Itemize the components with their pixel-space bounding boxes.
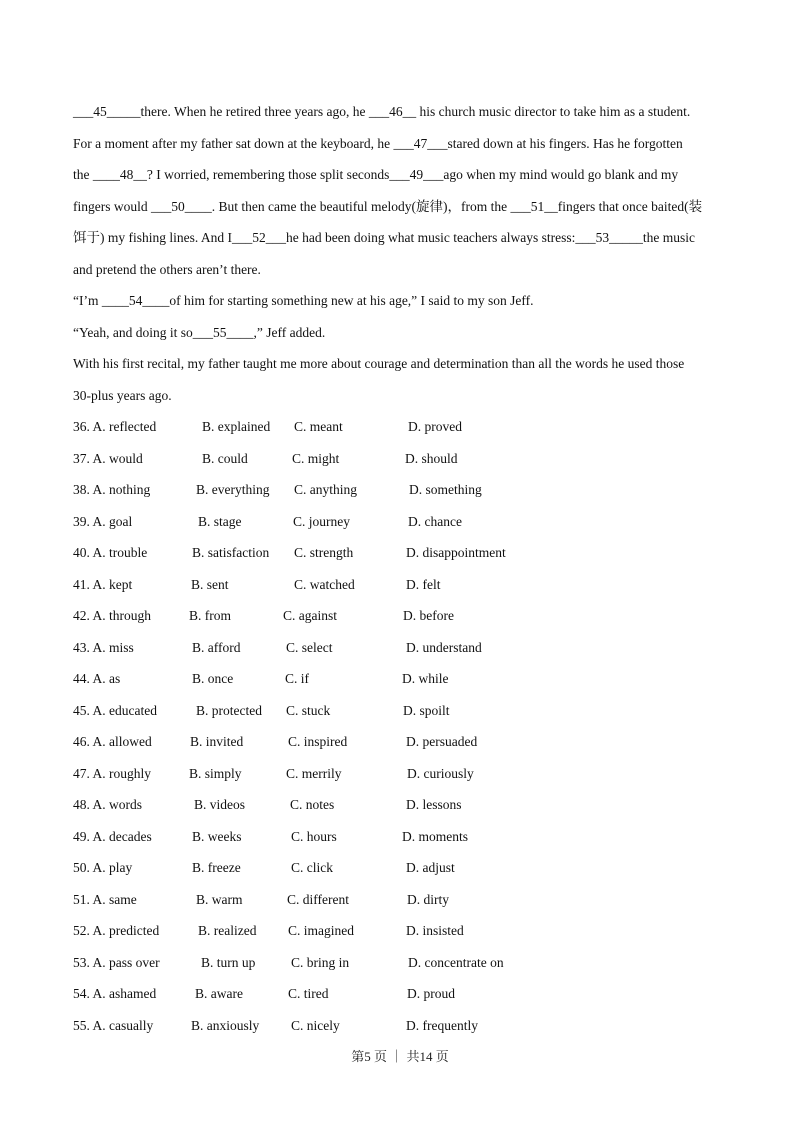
option-d: D. concentrate on (408, 954, 504, 970)
option-d: D. curiously (407, 765, 474, 781)
question-row (73, 852, 733, 884)
option-a: 42. A. through (73, 608, 152, 623)
option-c: C. bring in (291, 954, 350, 970)
option-b: B. once (192, 671, 234, 686)
option-c: C. hours (291, 828, 337, 844)
passage-line: the ____48__? I worried, remembering those split seconds___49___ago when my mind would go blank and my (73, 167, 679, 182)
option-c: C. stuck (286, 702, 331, 718)
option-b: B. videos (194, 797, 246, 812)
option-d: D. frequently (406, 1017, 478, 1033)
option-a: 37. A. would (73, 450, 143, 466)
option-d: D. something (409, 482, 482, 497)
option-a: 54. A. ashamed (73, 986, 157, 1001)
question-row (73, 789, 733, 821)
option-c: C. meant (294, 419, 343, 434)
option-b: B. satisfaction (192, 545, 270, 560)
question-row (73, 537, 733, 569)
question-row (73, 695, 733, 727)
option-c: C. might (292, 450, 340, 466)
option-c: C. nicely (291, 1017, 340, 1033)
option-b: B. realized (198, 923, 257, 938)
question-row (73, 443, 733, 475)
option-a: 41. A. kept (73, 576, 133, 592)
passage-line: ___45_____there. When he retired three years ago, he ___46__ his church music director to take him as a student. (73, 104, 691, 119)
option-a: 55. A. casually (73, 1017, 154, 1033)
passage-line: fingers would ___50____. But then came the beautiful melody(旋律)，from the ___51__fingers that once baited(装 (73, 198, 703, 214)
option-d: D. should (405, 450, 458, 466)
option-d: D. proud (407, 986, 455, 1001)
option-b: B. turn up (201, 954, 256, 970)
option-a: 51. A. same (73, 891, 137, 907)
option-b: B. weeks (192, 828, 242, 844)
option-b: B. invited (190, 734, 244, 749)
question-row (73, 947, 733, 979)
option-a: 46. A. allowed (73, 734, 152, 749)
option-b: B. could (202, 450, 248, 466)
page-footer: 第5 页 ｜ 共14 页 (351, 1049, 449, 1064)
option-d: D. persuaded (406, 734, 478, 749)
option-d: D. disappointment (406, 545, 506, 560)
passage-line: 30-plus years ago. (73, 387, 172, 403)
question-row (73, 600, 733, 632)
question-row (73, 821, 733, 853)
option-b: B. from (189, 608, 231, 623)
question-row (73, 632, 733, 664)
option-b: B. simply (189, 765, 242, 781)
option-b: B. aware (195, 986, 243, 1001)
option-c: C. select (286, 639, 333, 655)
option-c: C. tired (288, 986, 329, 1001)
option-a: 52. A. predicted (73, 923, 160, 938)
option-d: D. lessons (406, 797, 462, 812)
option-d: D. insisted (406, 923, 464, 938)
option-c: C. notes (290, 797, 335, 812)
option-d: D. understand (406, 639, 482, 655)
question-row (73, 474, 733, 506)
option-c: C. different (287, 891, 349, 907)
option-c: C. strength (294, 545, 354, 560)
option-c: C. merrily (286, 765, 342, 781)
question-row (73, 411, 733, 443)
option-a: 39. A. goal (73, 513, 133, 529)
passage-line: For a moment after my father sat down at the keyboard, he ___47___stared down at his fingers. Has he forgotten (73, 135, 683, 151)
option-a: 47. A. roughly (73, 765, 152, 781)
option-a: 38. A. nothing (73, 482, 151, 497)
question-row (73, 506, 733, 538)
option-b: B. explained (202, 419, 271, 434)
option-b: B. protected (196, 702, 262, 718)
option-a: 40. A. trouble (73, 545, 148, 560)
option-a: 36. A. reflected (73, 419, 157, 434)
option-b: B. afford (192, 639, 241, 655)
passage-line: 饵于) my fishing lines. And I___52___he had been doing what music teachers always stress:___53_____the music (73, 230, 696, 245)
passage-line: and pretend the others aren’t there. (73, 261, 261, 277)
option-c: C. click (291, 860, 333, 875)
option-d: D. adjust (406, 860, 455, 875)
question-row (73, 663, 733, 695)
option-d: D. chance (408, 513, 462, 529)
option-a: 49. A. decades (73, 828, 152, 844)
option-a: 44. A. as (73, 671, 121, 686)
option-b: B. everything (196, 482, 270, 497)
question-row (73, 915, 733, 947)
option-c: C. if (285, 671, 310, 686)
option-c: C. anything (294, 482, 357, 497)
option-a: 53. A. pass over (73, 954, 160, 970)
question-row (73, 758, 733, 790)
option-a: 43. A. miss (73, 639, 134, 655)
option-d: D. dirty (407, 891, 449, 907)
passage-line: With his first recital, my father taught me more about courage and determination than all the words he used those (73, 356, 685, 371)
option-b: B. freeze (192, 860, 241, 875)
passage-line: “Yeah, and doing it so___55____,” Jeff added. (73, 324, 326, 340)
option-a: 50. A. play (73, 860, 133, 875)
option-c: C. against (283, 608, 337, 623)
option-c: C. inspired (288, 734, 348, 749)
option-a: 45. A. educated (73, 702, 157, 718)
option-c: C. journey (293, 513, 350, 529)
option-d: D. felt (406, 576, 441, 592)
option-b: B. anxiously (191, 1017, 260, 1033)
option-b: B. stage (198, 513, 242, 529)
option-b: B. sent (191, 576, 229, 592)
question-row (73, 569, 733, 601)
passage-line: “I’m ____54____of him for starting something new at his age,” I said to my son Jeff. (73, 293, 534, 308)
question-row (73, 1010, 733, 1042)
option-d: D. spoilt (403, 702, 450, 718)
option-a: 48. A. words (73, 797, 143, 812)
option-c: C. imagined (288, 923, 354, 938)
option-d: D. before (403, 608, 454, 623)
question-row (73, 884, 733, 916)
question-row (73, 726, 733, 758)
option-c: C. watched (294, 576, 355, 592)
option-d: D. proved (408, 419, 462, 434)
option-b: B. warm (196, 891, 243, 907)
option-d: D. while (402, 671, 449, 686)
option-d: D. moments (402, 828, 468, 844)
question-row (73, 978, 733, 1010)
document-page (73, 96, 733, 1041)
